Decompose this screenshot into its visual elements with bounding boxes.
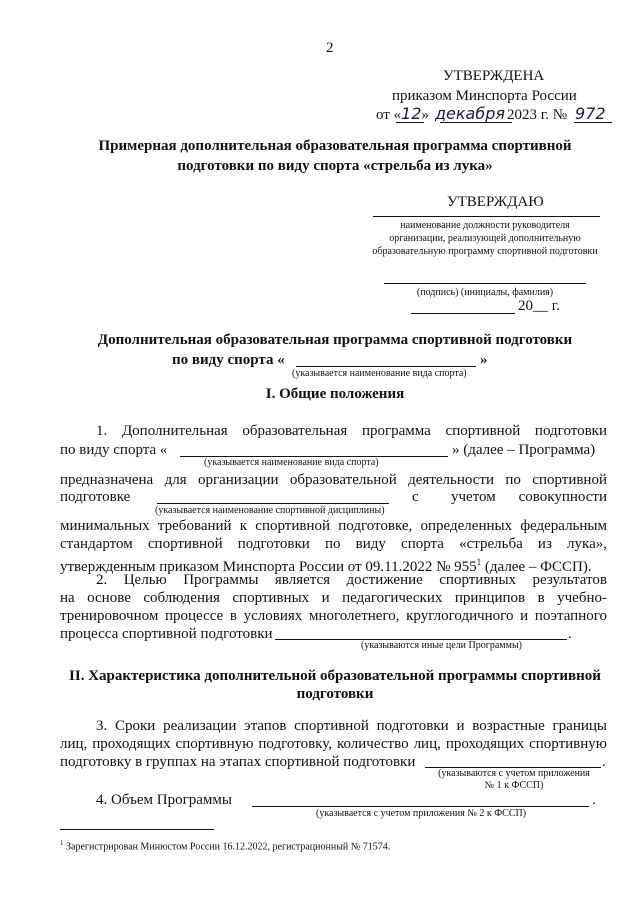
p2-line2: на основе соблюдения спортивных и педагогических принципов в учебно- xyxy=(60,590,607,606)
footnote-text: Зарегистрирован Минюстом России 16.12.2022, регистрационный № 71574. xyxy=(63,841,391,853)
signature-line xyxy=(384,283,586,284)
p2-line1: 2. Целью Программы является достижение спортивных результатов xyxy=(96,572,607,588)
p4-caption: (указывается с учетом приложения № 2 к ФССП) xyxy=(316,808,527,819)
approve-caption3: образовательную программу спортивной подготовки xyxy=(372,246,598,257)
p1-line5: минимальных требований к спортивной подготовке, определенных федеральным xyxy=(60,518,607,534)
main-title-line2: подготовки по виду спорта «стрельба из лука» xyxy=(177,158,493,174)
program-title-suffix: » xyxy=(480,352,488,368)
approval-from-prefix: от « xyxy=(376,107,402,123)
page-number: 2 xyxy=(326,40,334,56)
handwritten-day: 12 xyxy=(401,104,422,123)
approval-order-line: приказом Минспорта России xyxy=(392,88,577,104)
p1-line4-u: учетом xyxy=(451,489,496,505)
p1-line4-word: подготовке xyxy=(60,489,131,505)
handwritten-number: 972 xyxy=(575,104,606,123)
p1-line3: предназначена для организации образовательной деятельности по спортивной xyxy=(60,472,607,488)
footnote xyxy=(60,837,390,853)
p4-label: 4. Объем Программы xyxy=(96,792,232,808)
approve-caption2: организации, реализующей дополнительную xyxy=(389,233,581,244)
p3-line3: подготовку в группах на этапах спортивной подготовки xyxy=(60,754,416,770)
date-suffix: 20__ г. xyxy=(518,298,560,314)
footnote-mark: 1 xyxy=(60,839,64,847)
section2-heading-line2: подготовки xyxy=(296,686,374,702)
approval-title: УТВЕРЖДЕНА xyxy=(443,68,545,84)
month-underline xyxy=(440,122,512,123)
handwritten-month: декабря xyxy=(434,104,505,123)
approval-year: 2023 г. № xyxy=(507,107,568,123)
section1-heading: I. Общие положения xyxy=(265,386,405,402)
p2-line4: процесса спортивной подготовки xyxy=(60,626,273,642)
p3-caption2: № 1 к ФССП) xyxy=(484,780,544,791)
p3-line3-end: . xyxy=(602,754,606,770)
signature-caption: (подпись) (инициалы, фамилия) xyxy=(416,287,554,298)
main-title-line1: Примерная дополнительная образовательная программа спортивной xyxy=(98,138,572,154)
program-title-prefix: по виду спорта « xyxy=(172,352,285,368)
p1-caption1: (указывается наименование вида спорта) xyxy=(204,457,379,468)
date-line xyxy=(411,313,515,314)
p3-line1: 3. Сроки реализации этапов спортивной подготовки и возрастные границы xyxy=(96,718,607,734)
p1-caption2: (указывается наименование спортивной дисциплины) xyxy=(155,505,385,516)
p1-line7-text: утвержденным приказом Минспорта России от 09.11.2022 № 955 xyxy=(60,559,477,575)
p1-footnote-mark: 1 xyxy=(476,557,482,567)
p2-line3: тренировочном процессе в условиях многолетнего, круглогодичного и поэтапного xyxy=(60,608,607,624)
p2-line4-end: . xyxy=(568,626,572,642)
p1-line7-end: (далее – ФССП). xyxy=(481,559,592,575)
p1-line2-prefix: по виду спорта « xyxy=(60,442,168,458)
p3-caption1: (указываются с учетом приложения xyxy=(438,768,590,779)
p2-caption: (указываются иные цели Программы) xyxy=(361,640,523,651)
p1-line6: стандартом спортивной подготовки по виду спорта «стрельба из лука», xyxy=(60,536,607,552)
p3-line2: лиц, проходящих спортивную подготовку, количество лиц, проходящих спортивную xyxy=(60,736,607,752)
position-line xyxy=(373,216,600,217)
day-underline xyxy=(396,122,424,123)
number-underline xyxy=(574,122,612,123)
p1-line4-s: с xyxy=(412,489,419,505)
footnote-separator xyxy=(60,829,214,830)
section2-heading-line1: II. Характеристика дополнительной образовательной программы спортивной xyxy=(69,668,601,684)
p1-line4-end: совокупности xyxy=(518,489,607,505)
approve-title: УТВЕРЖДАЮ xyxy=(447,194,544,210)
p1-line1: 1. Дополнительная образовательная программа спортивной подготовки xyxy=(96,423,607,439)
program-title-line1: Дополнительная образовательная программа спортивной подготовки xyxy=(97,332,573,348)
approve-caption1: наименование должности руководителя xyxy=(400,220,570,231)
approval-close-quote: » xyxy=(421,107,429,123)
p4-end: . xyxy=(592,792,596,808)
program-title-caption: (указывается наименование вида спорта) xyxy=(292,368,467,379)
p1-line2-suffix: » (далее – Программа) xyxy=(452,442,596,458)
